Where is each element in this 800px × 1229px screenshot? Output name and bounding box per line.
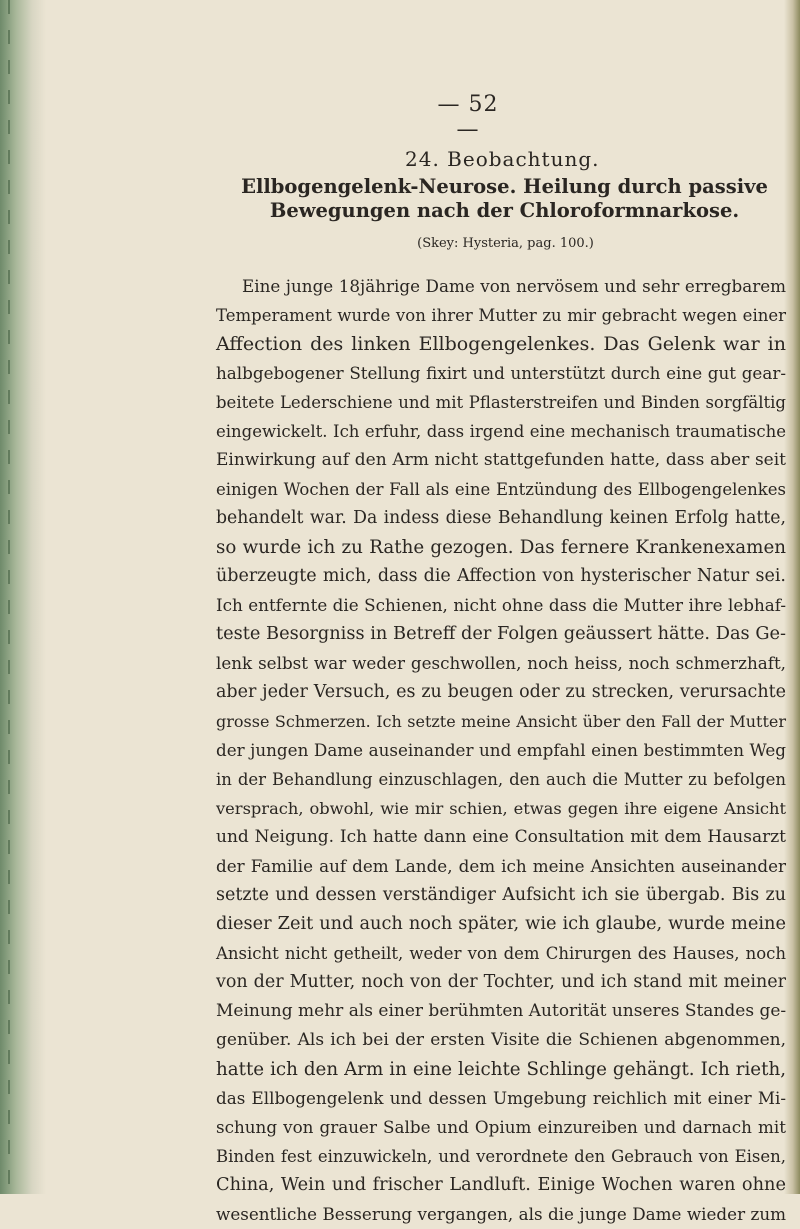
text-line: und Neigung. Ich hatte dann eine Consultation mit dem Hausarzt bbox=[216, 827, 786, 847]
case-title-line-2: Bewegungen nach der Chloroformnarkose. bbox=[269, 199, 740, 222]
text-line: schung von grauer Salbe und Opium einzureiben und darnach mit bbox=[216, 1117, 786, 1137]
text-line: Binden fest einzuwickeln, und verordnete den Gebrauch von Eisen, bbox=[216, 1147, 786, 1166]
text-line: in der Behandlung einzuschlagen, den auch die Mutter zu befolgen bbox=[216, 770, 786, 789]
case-title-line-1: Ellbogengelenk-Neurose. Heilung durch passive bbox=[241, 175, 768, 198]
text-line: setzte und dessen verständiger Aufsicht ich sie übergab. Bis zu bbox=[216, 885, 786, 905]
page-number: — 52 — bbox=[437, 92, 499, 142]
text-line: aber jeder Versuch, es zu beugen oder zu strecken, verursachte bbox=[216, 682, 786, 702]
text-line: teste Besorgniss in Betreff der Folgen geäussert hätte. Das Ge- bbox=[216, 624, 786, 644]
source-citation: (Skey: Hysteria, pag. 100.) bbox=[417, 236, 594, 251]
text-line: der Familie auf dem Lande, dem ich meine Ansichten auseinander bbox=[216, 856, 786, 876]
text-line: China, Wein und frischer Landluft. Einige Wochen waren ohne bbox=[216, 1175, 786, 1195]
text-line: der jungen Dame auseinander und empfahl einen bestimmten Weg bbox=[216, 740, 786, 760]
text-line: wesentliche Besserung vergangen, als die junge Dame wieder zum bbox=[216, 1204, 786, 1224]
text-line: Eine junge 18jährige Dame von nervösem und sehr erregbarem bbox=[242, 276, 786, 296]
text-line: versprach, obwohl, wie mir schien, etwas gegen ihre eigene Ansicht bbox=[216, 799, 786, 818]
text-line: einigen Wochen der Fall als eine Entzündung des Ellbogengelenkes bbox=[216, 480, 786, 499]
text-line: halbgebogener Stellung fixirt und unterstützt durch eine gut gear- bbox=[216, 363, 786, 383]
text-line: genüber. Als ich bei der ersten Visite die Schienen abgenommen, bbox=[216, 1030, 786, 1050]
text-line: dieser Zeit und auch noch später, wie ich glaube, wurde meine bbox=[216, 914, 786, 934]
book-binding-edge bbox=[0, 0, 46, 1194]
text-line: überzeugte mich, dass die Affection von hysterischer Natur sei. bbox=[216, 566, 786, 586]
text-line: lenk selbst war weder geschwollen, noch heiss, noch schmerzhaft, bbox=[216, 653, 786, 673]
text-line: hatte ich den Arm in eine leichte Schlinge gehängt. Ich rieth, bbox=[216, 1059, 786, 1080]
text-line: Meinung mehr als einer berühmten Autorität unseres Standes ge- bbox=[216, 1001, 787, 1021]
text-line: eingewickelt. Ich erfuhr, dass irgend eine mechanisch traumatische bbox=[216, 422, 786, 441]
text-line: Affection des linken Ellbogengelenkes. Das Gelenk war in bbox=[216, 333, 786, 355]
text-line: das Ellbogengelenk und dessen Umgebung reichlich mit einer Mi- bbox=[216, 1088, 786, 1108]
text-line: Temperament wurde von ihrer Mutter zu mir gebracht wegen einer bbox=[216, 306, 786, 325]
text-line: Ansicht nicht getheilt, weder von dem Chirurgen des Hauses, noch bbox=[216, 944, 786, 963]
text-line: grosse Schmerzen. Ich setzte meine Ansicht über den Fall der Mutter bbox=[216, 712, 786, 731]
case-title bbox=[212, 175, 797, 223]
observation-heading: 24. Beobachtung. bbox=[405, 147, 600, 171]
text-line: beitete Lederschiene und mit Pflasterstreifen und Binden sorgfältig bbox=[216, 393, 786, 412]
body-text bbox=[216, 272, 786, 1229]
text-line: Ich entfernte die Schienen, nicht ohne dass die Mutter ihre lebhaf- bbox=[216, 595, 786, 615]
text-line: von der Mutter, noch von der Tochter, und ich stand mit meiner bbox=[216, 972, 786, 992]
text-line: Einwirkung auf den Arm nicht stattgefunden hatte, dass aber seit bbox=[216, 450, 786, 470]
text-line: behandelt war. Da indess diese Behandlung keinen Erfolg hatte, bbox=[216, 508, 786, 528]
text-line: so wurde ich zu Rathe gezogen. Das fernere Krankenexamen bbox=[216, 537, 786, 558]
document-page bbox=[208, 0, 798, 1224]
